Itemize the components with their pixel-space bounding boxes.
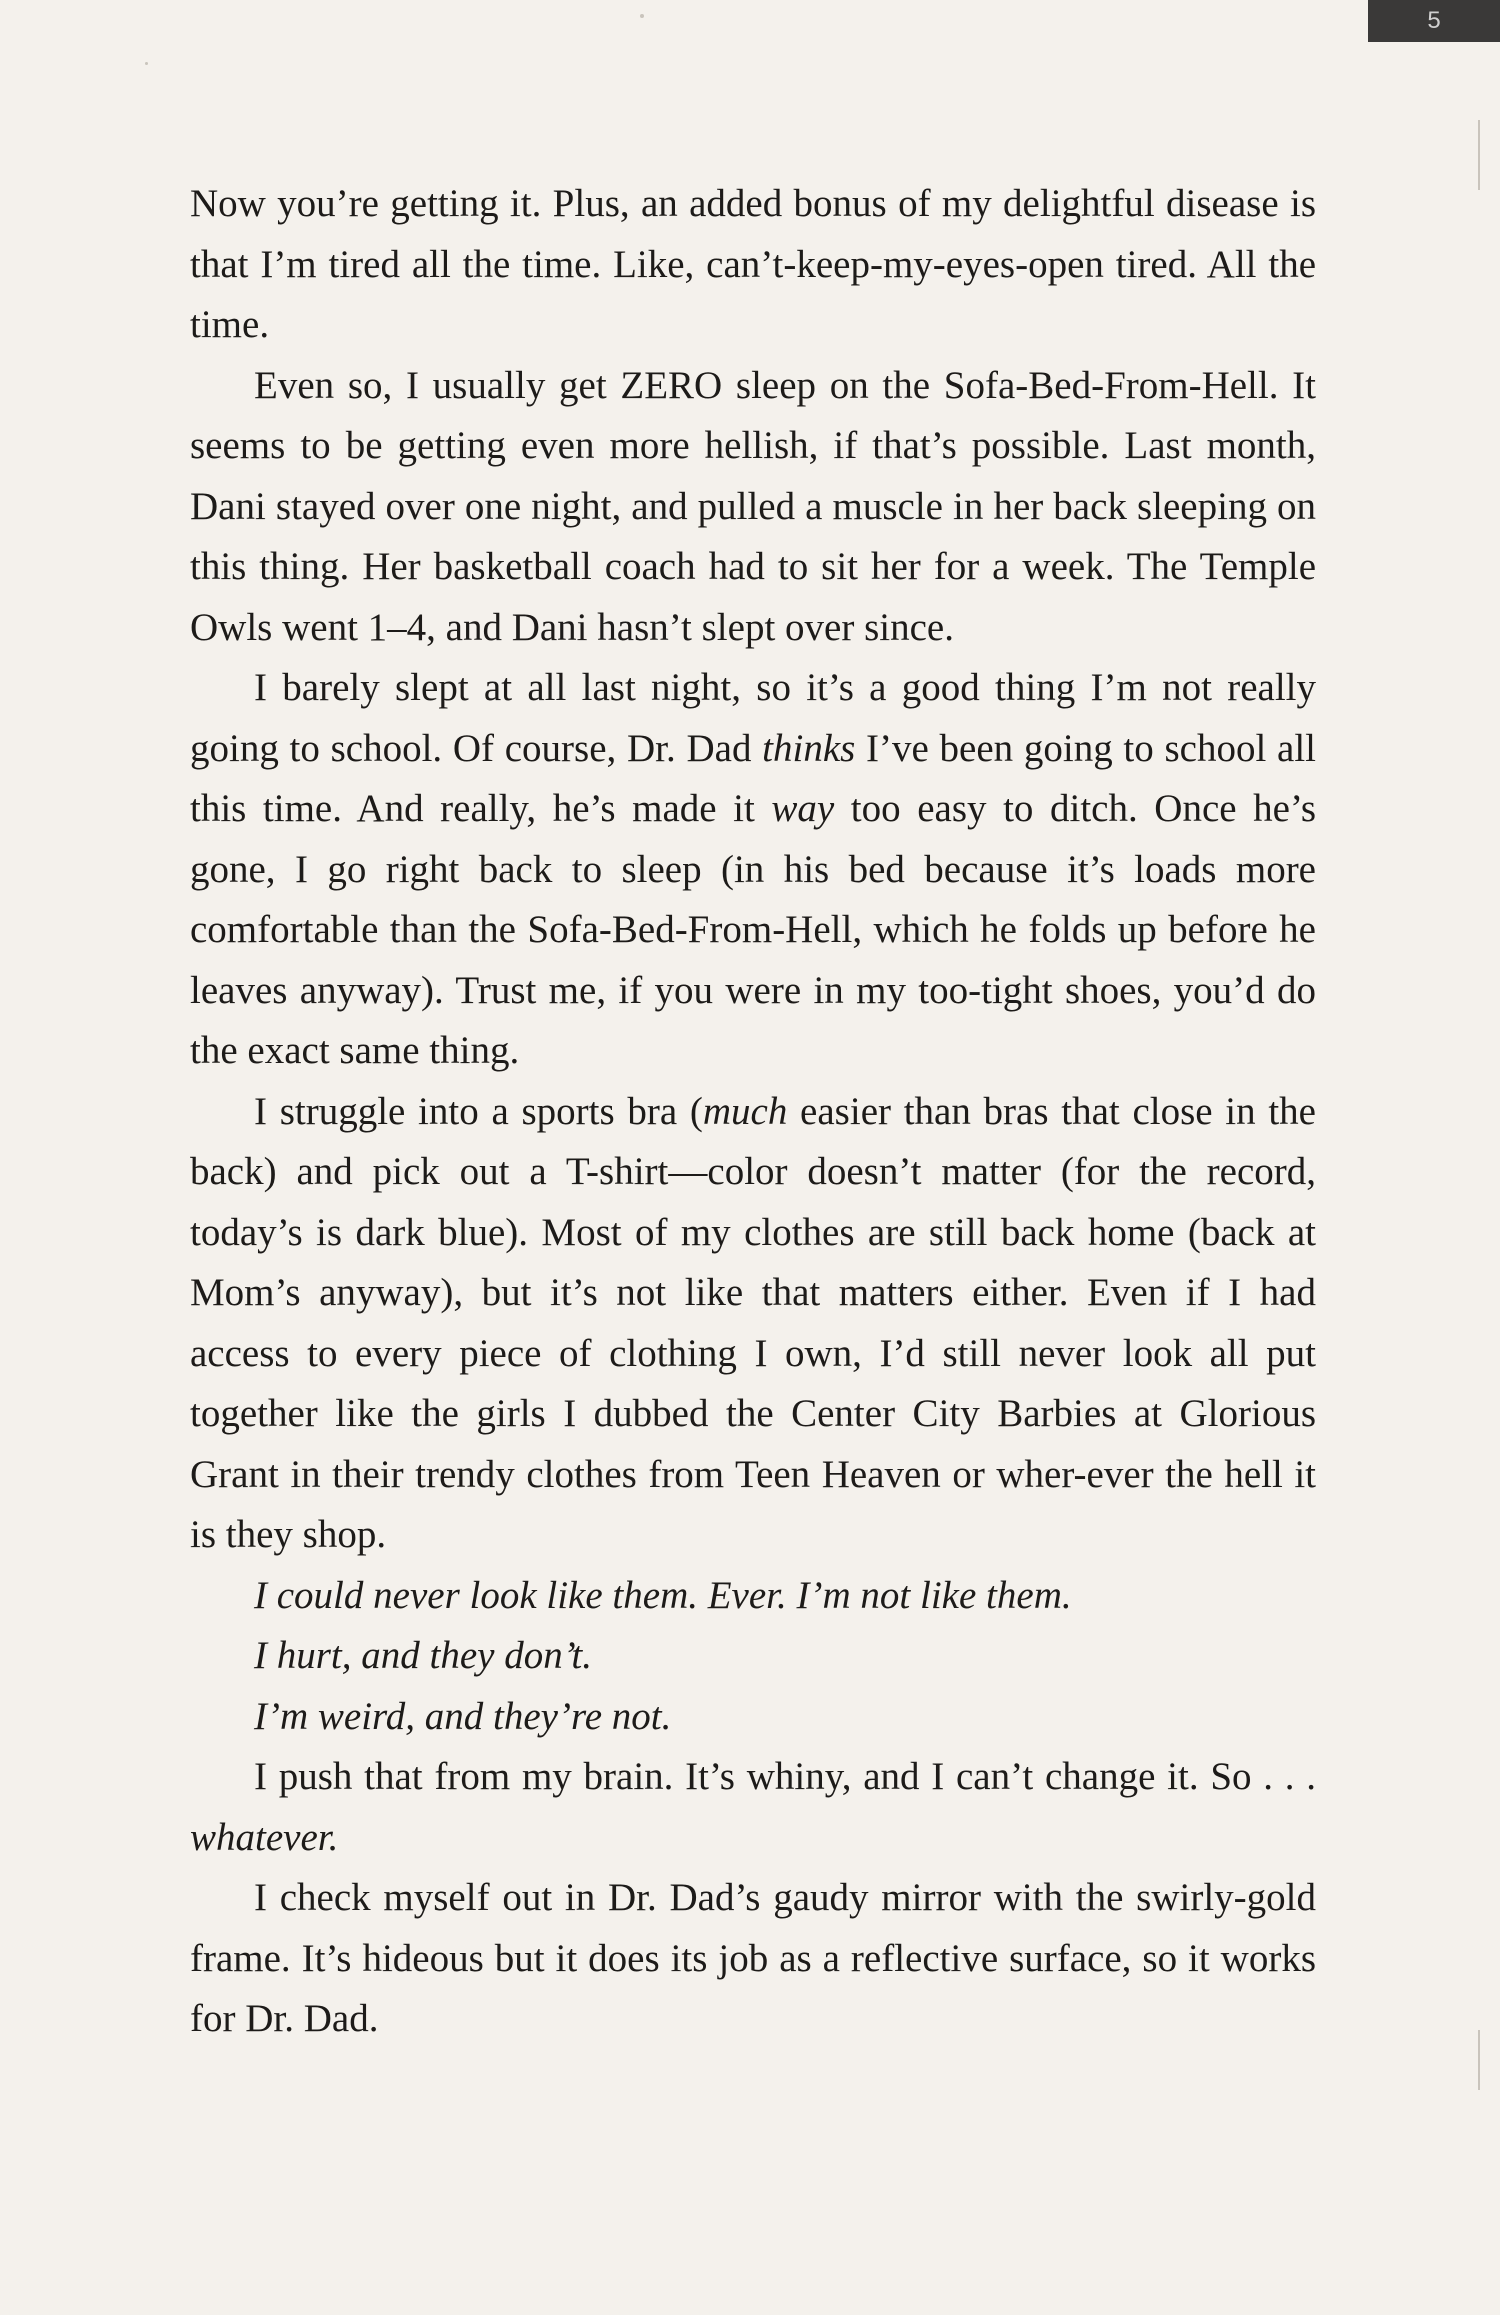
paragraph-2 bbox=[190, 356, 1316, 659]
paragraph-7-text: I’m weird, and they’re not. bbox=[254, 1694, 672, 1738]
paragraph-3-emphasis-way: way bbox=[771, 787, 835, 830]
paragraph-5-text: I could never look like them. Ever. I’m not like them. bbox=[254, 1573, 1072, 1617]
paragraph-3-text-c: too easy to ditch. Once he’s gone, I go right back to sleep (in his bed because it’s loads more comfortable than the Sofa-Bed-From-Hell, which he folds up before he leaves anyway). Trust me, if you were in my too-tight shoes, you’d do the exact same thing. bbox=[190, 787, 1316, 1072]
scan-speck bbox=[1478, 120, 1480, 190]
paragraph-1 bbox=[190, 174, 1316, 356]
paragraph-1-text: Now you’re getting it. Plus, an added bonus of my delightful disease is that I’m tired all the time. Like, can’t-keep-my-eyes-open tired. All the time. bbox=[190, 182, 1316, 346]
paragraph-3-text-b: I’ve been going to school all this time. And really, he’s made it bbox=[190, 726, 1316, 830]
paragraph-7 bbox=[190, 1687, 1316, 1748]
paragraph-4 bbox=[190, 1082, 1316, 1566]
paragraph-4-emphasis-much: much bbox=[702, 1089, 788, 1133]
paragraph-8 bbox=[190, 1747, 1316, 1868]
scan-speck bbox=[640, 14, 644, 18]
paragraph-2-text: Even so, I usually get ZERO sleep on the Sofa-Bed-From-Hell. It seems to be getting even more hellish, if that’s possible. Last month, Dani stayed over one night, and pulled a muscle in her back sleeping on this thing. Her basketball coach had to sit her for a week. The Temple Owls went 1–4, and Dani hasn’t slept over since. bbox=[190, 363, 1316, 649]
paragraph-9 bbox=[190, 1868, 1316, 2050]
paragraph-6 bbox=[190, 1626, 1316, 1687]
paragraph-8-emphasis-whatever: whatever. bbox=[190, 1815, 339, 1859]
paragraph-5 bbox=[190, 1566, 1316, 1627]
scan-speck bbox=[145, 62, 148, 65]
paragraph-9-text: I check myself out in Dr. Dad’s gaudy mirror with the swirly-gold frame. It’s hideous but it does its job as a reflective surface, so it works for Dr. Dad. bbox=[190, 1876, 1316, 2040]
page-number-tab: 5 bbox=[1368, 0, 1500, 42]
paragraph-4-text-a: I struggle into a sports bra ( bbox=[254, 1089, 703, 1133]
paragraph-3-text-a: I barely slept at all last night, so it’s a good thing I’m not really going to school. Of course, Dr. Dad bbox=[190, 666, 1316, 770]
paragraph-3-emphasis-thinks: thinks bbox=[762, 726, 856, 770]
paragraph-4-text-b: easier than bras that close in the back) and pick out a T-shirt—color doesn’t matter (for the record, today’s is dark blue). Most of my clothes are still back home (back at Mom’s anyway), but it’s not like that matters either. Even if I had access to every piece of clothing I own, I’d still never look all put together like the girls I dubbed the Center City Barbies at Glorious Grant in their trendy clothes from Teen Heaven or wher-ever the hell it is they shop. bbox=[190, 1089, 1316, 1556]
paragraph-6-text: I hurt, and they don’t. bbox=[254, 1634, 592, 1677]
scan-speck bbox=[1478, 2030, 1480, 2090]
paragraph-8-text: I push that from my brain. It’s whiny, and I can’t change it. So . . . bbox=[254, 1755, 1316, 1798]
paragraph-3 bbox=[190, 658, 1316, 1082]
body-text bbox=[190, 174, 1316, 2050]
